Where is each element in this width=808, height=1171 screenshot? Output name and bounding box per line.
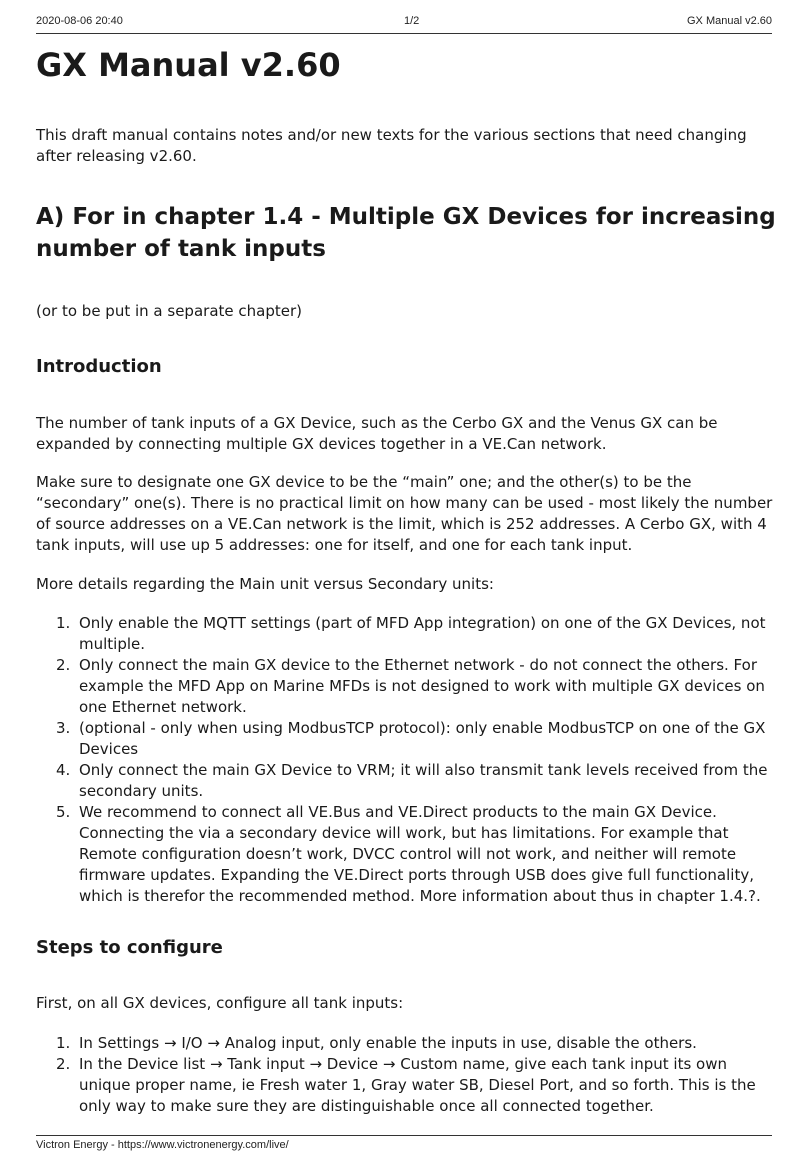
page-header <box>36 15 772 34</box>
main-vs-secondary-list <box>36 613 776 907</box>
section-a-note: (or to be put in a separate chapter) <box>36 302 302 320</box>
section-a-heading: A) For in chapter 1.4 - Multiple GX Devices for increasing number of tank inputs <box>36 204 776 262</box>
list-item <box>36 802 776 907</box>
header-date: 2020-08-06 20:40 <box>36 15 123 27</box>
introduction-heading: Introduction <box>36 356 162 377</box>
list-item-text: We recommend to connect all VE.Bus and VE.Direct products to the main GX Device. Connecting the via a secondary device will work, but has limitations. For example that Remote configuration doesn’t work, DVCC control will not work, and neither will remote firmware updates. Expanding the VE.Direct ports through USB does give full functionality, which is therefor the recommended method. More information about thus in chapter 1.4.?. <box>79 803 761 905</box>
steps-heading: Steps to configure <box>36 937 223 958</box>
intro-paragraph: This draft manual contains notes and/or new texts for the various sections that need changing after releasing v2.60. <box>36 126 747 165</box>
list-item-number: 1. <box>56 614 71 632</box>
list-item-text: In the Device list → Tank input → Device → Custom name, give each tank input its own unique proper name, ie Fresh water 1, Gray water SB, Diesel Port, and so forth. This is the only way to make sure they are distinguishable once all connected together. <box>79 1055 756 1115</box>
page-title: GX Manual v2.60 <box>36 46 341 84</box>
list-item-number: 5. <box>56 803 71 821</box>
header-page-number: 1/2 <box>404 15 420 27</box>
list-item <box>36 613 776 655</box>
list-item-number: 1. <box>56 1034 71 1052</box>
list-item-number: 4. <box>56 761 71 779</box>
list-item <box>36 760 776 802</box>
page-footer <box>36 1135 772 1151</box>
introduction-paragraph-1: The number of tank inputs of a GX Device, such as the Cerbo GX and the Venus GX can be expanded by connecting multiple GX devices together in a VE.Can network. <box>36 414 718 453</box>
list-item-text: Only enable the MQTT settings (part of MFD App integration) on one of the GX Devices, not multiple. <box>79 614 766 653</box>
list-item <box>36 1033 776 1054</box>
list-item-number: 2. <box>56 1055 71 1073</box>
steps-list <box>36 1033 776 1117</box>
list-item-text: In Settings → I/O → Analog input, only enable the inputs in use, disable the others. <box>79 1034 697 1052</box>
list-item-text: Only connect the main GX device to the Ethernet network - do not connect the others. For example the MFD App on Marine MFDs is not designed to work with multiple GX devices on one Ethernet network. <box>79 656 765 716</box>
list-item-number: 2. <box>56 656 71 674</box>
list-item-text: (optional - only when using ModbusTCP protocol): only enable ModbusTCP on one of the GX Devices <box>79 719 766 758</box>
list-item-text: Only connect the main GX Device to VRM; it will also transmit tank levels received from the secondary units. <box>79 761 768 800</box>
list-item <box>36 655 776 718</box>
list-item <box>36 718 776 760</box>
header-doc-title: GX Manual v2.60 <box>687 15 772 27</box>
footer-text: Victron Energy - https://www.victronenergy.com/live/ <box>36 1139 289 1151</box>
list-item <box>36 1054 776 1117</box>
list-item-number: 3. <box>56 719 71 737</box>
introduction-paragraph-2: Make sure to designate one GX device to be the “main” one; and the other(s) to be the “secondary” one(s). There is no practical limit on how many can be used - most likely the number of source addresses on a VE.Can network is the limit, which is 252 addresses. A Cerbo GX, with 4 tank inputs, will use up 5 addresses: one for itself, and one for each tank input. <box>36 473 773 554</box>
introduction-paragraph-3: More details regarding the Main unit versus Secondary units: <box>36 575 494 593</box>
steps-paragraph: First, on all GX devices, configure all tank inputs: <box>36 994 404 1012</box>
